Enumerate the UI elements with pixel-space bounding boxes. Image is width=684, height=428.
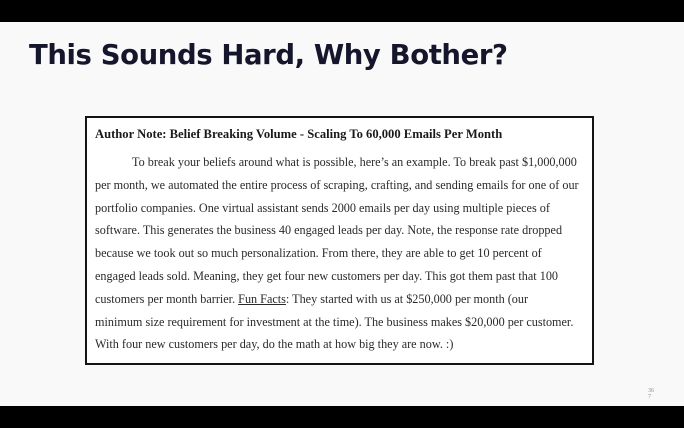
note-line-text: customers per month barrier. <box>95 291 239 306</box>
note-line: portfolio companies. One virtual assistant sends 2000 emails per day using multiple pieces of <box>95 200 550 215</box>
note-line: minimum size requirement for investment at the time). The business makes $20,000 per customer. <box>95 314 574 329</box>
note-line <box>95 288 579 311</box>
author-note-box <box>85 116 594 365</box>
note-line: software. This generates the business 40 engaged leads per day. Note, the response rate dropped <box>95 223 563 238</box>
note-line-text: : They started with us at $250,000 per month (our <box>285 291 529 306</box>
note-line: With four new customers per day, do the math at how big they are now. :) <box>95 337 454 352</box>
note-line: To break your beliefs around what is possible, here’s an example. To break past $1,000,000 <box>132 155 577 169</box>
author-note-body <box>95 151 579 356</box>
author-note-heading: Author Note: Belief Breaking Volume - Scaling To 60,000 Emails Per Month <box>95 127 503 141</box>
note-line: per month, we automated the entire process of scraping, crafting, and sending emails for one of our <box>95 177 579 192</box>
note-line: because we took out so much personalization. From there, they are able to get 10 percent of <box>95 246 542 261</box>
slide-title: This Sounds Hard, Why Bother? <box>29 39 508 71</box>
presentation-slide <box>0 22 684 406</box>
fun-facts-label: Fun Facts <box>238 291 286 306</box>
note-line: engaged leads sold. Meaning, they get four new customers per day. This got them past that 100 <box>95 268 559 283</box>
page-number-main: 36 <box>648 388 654 394</box>
page-number <box>648 388 654 400</box>
page-number-suffix: 7 <box>648 394 651 400</box>
